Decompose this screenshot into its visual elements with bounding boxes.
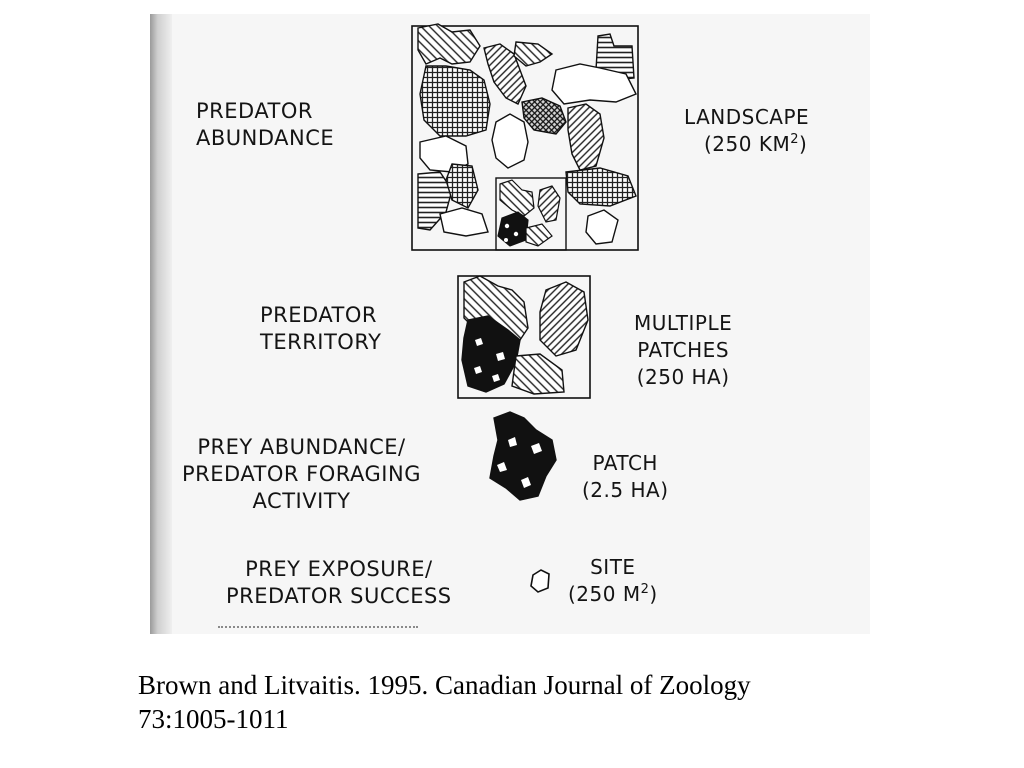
patch-shape [420, 66, 490, 136]
label-line: SITE [590, 555, 636, 579]
label-line: PREDATOR [260, 303, 378, 327]
patch-shape [512, 354, 564, 394]
scan-artifact-line [218, 626, 418, 634]
single-patch [490, 412, 556, 500]
patch-shape [492, 114, 528, 168]
label-line: (2.5 HA) [582, 478, 669, 502]
label-line: ACTIVITY [252, 489, 351, 513]
caption-line: Brown and Litvaitis. 1995. Canadian Journal of Zoology [138, 670, 751, 700]
unit-superscript: 2 [790, 132, 799, 147]
label-line: PREDATOR SUCCESS [226, 584, 452, 608]
patch-shape [498, 212, 528, 246]
site-unit [568, 581, 658, 608]
label-line: PATCHES [637, 338, 730, 362]
site-point [514, 232, 518, 236]
landscape-zoom-patches [498, 180, 560, 246]
landscape-unit [684, 131, 809, 158]
patch-left-label [182, 434, 421, 515]
site-point [504, 238, 508, 242]
label-line: TERRITORY [260, 330, 382, 354]
site-left-label [226, 556, 452, 610]
patch-shape [586, 210, 618, 244]
label-line: LANDSCAPE [684, 105, 810, 129]
site-point [505, 224, 509, 228]
label-line: PATCH [592, 451, 658, 475]
territory-right-label [634, 310, 732, 391]
patch-shape [538, 186, 560, 222]
patch-shape [568, 104, 604, 170]
caption-line: 73:1005-1011 [138, 704, 289, 734]
patch-shape [566, 168, 636, 206]
patch-shape [540, 282, 588, 356]
label-line: PREDATOR [196, 99, 314, 123]
unit-superscript: 2 [640, 582, 650, 597]
site-shape [531, 570, 549, 592]
unit-text: ) [799, 132, 808, 156]
label-line: PREY EXPOSURE/ [245, 557, 433, 581]
patch-shape [418, 24, 480, 64]
patch-right-label [582, 450, 669, 504]
unit-text: (250 M [568, 582, 641, 606]
unit-text: (250 KM [704, 132, 791, 156]
label-line: PREDATOR FORAGING [182, 462, 421, 486]
patch-shape [440, 208, 488, 236]
site-right-label [568, 554, 658, 608]
patch-shape [514, 42, 552, 66]
label-line: MULTIPLE [634, 311, 733, 335]
patch-shape [526, 224, 552, 246]
territory-patches [462, 276, 588, 394]
unit-text: ) [649, 582, 658, 606]
label-line: (250 HA) [636, 365, 730, 389]
patch-shape [446, 164, 478, 208]
label-line: PREY ABUNDANCE/ [197, 435, 406, 459]
landscape-left-label [196, 98, 334, 152]
patch-shape [500, 180, 534, 216]
landscape-right-label [684, 104, 809, 158]
patch-shape [522, 98, 566, 134]
citation-caption [138, 668, 751, 736]
patch-shape [490, 412, 556, 500]
label-line: ABUNDANCE [196, 126, 335, 150]
territory-left-label [260, 302, 381, 356]
